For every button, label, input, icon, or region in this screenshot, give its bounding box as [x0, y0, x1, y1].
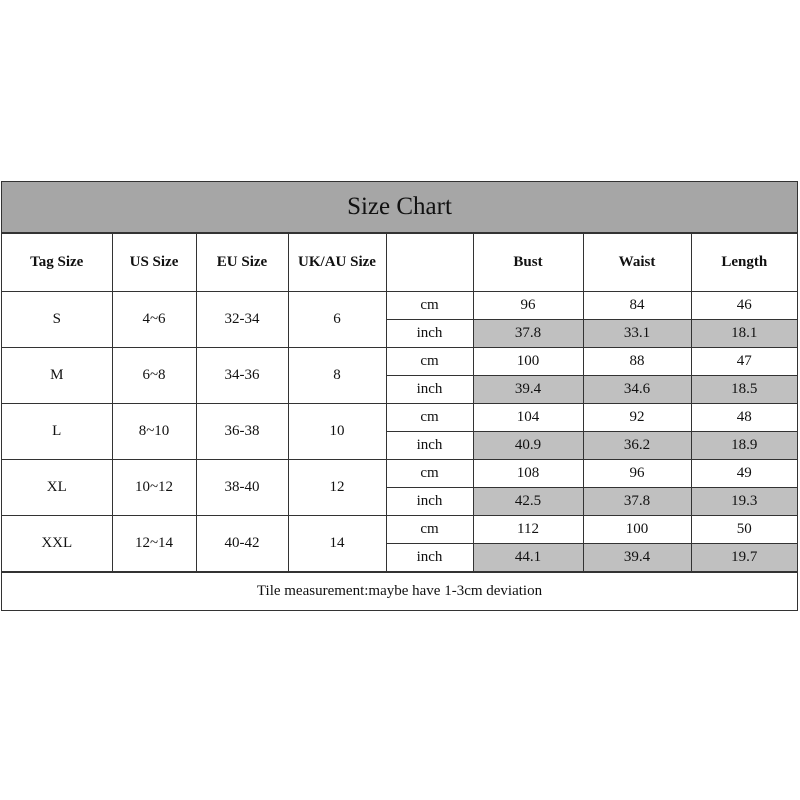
length-cm-cell: 47 [691, 348, 797, 376]
bust-inch-cell: 40.9 [473, 432, 583, 460]
unit-cm-cell: cm [386, 516, 473, 544]
us-size-cell: 10~12 [112, 460, 196, 516]
size-table [2, 233, 797, 572]
length-cm-cell: 50 [691, 516, 797, 544]
length-inch-cell: 19.3 [691, 488, 797, 516]
eu-size-cell: 32-34 [196, 292, 288, 348]
tag-size-cell: M [2, 348, 112, 404]
uk-size-cell: 12 [288, 460, 386, 516]
chart-title: Size Chart [2, 182, 797, 233]
waist-inch-cell: 34.6 [583, 376, 691, 404]
waist-inch-cell: 36.2 [583, 432, 691, 460]
unit-cm-cell: cm [386, 404, 473, 432]
unit-inch-cell: inch [386, 432, 473, 460]
header-uk-au-size: UK/AU Size [288, 234, 386, 292]
bust-inch-cell: 44.1 [473, 544, 583, 572]
waist-inch-cell: 33.1 [583, 320, 691, 348]
tag-size-cell: L [2, 404, 112, 460]
table-row [2, 516, 797, 544]
bust-inch-cell: 39.4 [473, 376, 583, 404]
bust-cm-cell: 112 [473, 516, 583, 544]
unit-inch-cell: inch [386, 544, 473, 572]
header-us-size: US Size [112, 234, 196, 292]
waist-cm-cell: 100 [583, 516, 691, 544]
length-cm-cell: 46 [691, 292, 797, 320]
length-inch-cell: 18.5 [691, 376, 797, 404]
waist-inch-cell: 37.8 [583, 488, 691, 516]
bust-cm-cell: 104 [473, 404, 583, 432]
unit-inch-cell: inch [386, 488, 473, 516]
length-inch-cell: 19.7 [691, 544, 797, 572]
waist-cm-cell: 84 [583, 292, 691, 320]
header-waist: Waist [583, 234, 691, 292]
bust-inch-cell: 42.5 [473, 488, 583, 516]
us-size-cell: 12~14 [112, 516, 196, 572]
table-row [2, 404, 797, 432]
waist-cm-cell: 88 [583, 348, 691, 376]
header-tag-size: Tag Size [2, 234, 112, 292]
table-row [2, 348, 797, 376]
us-size-cell: 8~10 [112, 404, 196, 460]
waist-cm-cell: 96 [583, 460, 691, 488]
header-row [2, 234, 797, 292]
length-cm-cell: 48 [691, 404, 797, 432]
measurement-note: Tile measurement:maybe have 1-3cm deviation [2, 572, 797, 610]
eu-size-cell: 36-38 [196, 404, 288, 460]
length-cm-cell: 49 [691, 460, 797, 488]
unit-inch-cell: inch [386, 320, 473, 348]
eu-size-cell: 38-40 [196, 460, 288, 516]
unit-inch-cell: inch [386, 376, 473, 404]
length-inch-cell: 18.9 [691, 432, 797, 460]
waist-cm-cell: 92 [583, 404, 691, 432]
length-inch-cell: 18.1 [691, 320, 797, 348]
header-bust: Bust [473, 234, 583, 292]
us-size-cell: 6~8 [112, 348, 196, 404]
waist-inch-cell: 39.4 [583, 544, 691, 572]
tag-size-cell: XL [2, 460, 112, 516]
uk-size-cell: 10 [288, 404, 386, 460]
header-eu-size: EU Size [196, 234, 288, 292]
table-row [2, 460, 797, 488]
bust-inch-cell: 37.8 [473, 320, 583, 348]
header-unit [386, 234, 473, 292]
bust-cm-cell: 108 [473, 460, 583, 488]
tag-size-cell: XXL [2, 516, 112, 572]
tag-size-cell: S [2, 292, 112, 348]
unit-cm-cell: cm [386, 460, 473, 488]
header-length: Length [691, 234, 797, 292]
table-row [2, 292, 797, 320]
size-chart [1, 181, 798, 611]
uk-size-cell: 6 [288, 292, 386, 348]
eu-size-cell: 40-42 [196, 516, 288, 572]
unit-cm-cell: cm [386, 348, 473, 376]
eu-size-cell: 34-36 [196, 348, 288, 404]
unit-cm-cell: cm [386, 292, 473, 320]
uk-size-cell: 14 [288, 516, 386, 572]
bust-cm-cell: 96 [473, 292, 583, 320]
uk-size-cell: 8 [288, 348, 386, 404]
bust-cm-cell: 100 [473, 348, 583, 376]
us-size-cell: 4~6 [112, 292, 196, 348]
